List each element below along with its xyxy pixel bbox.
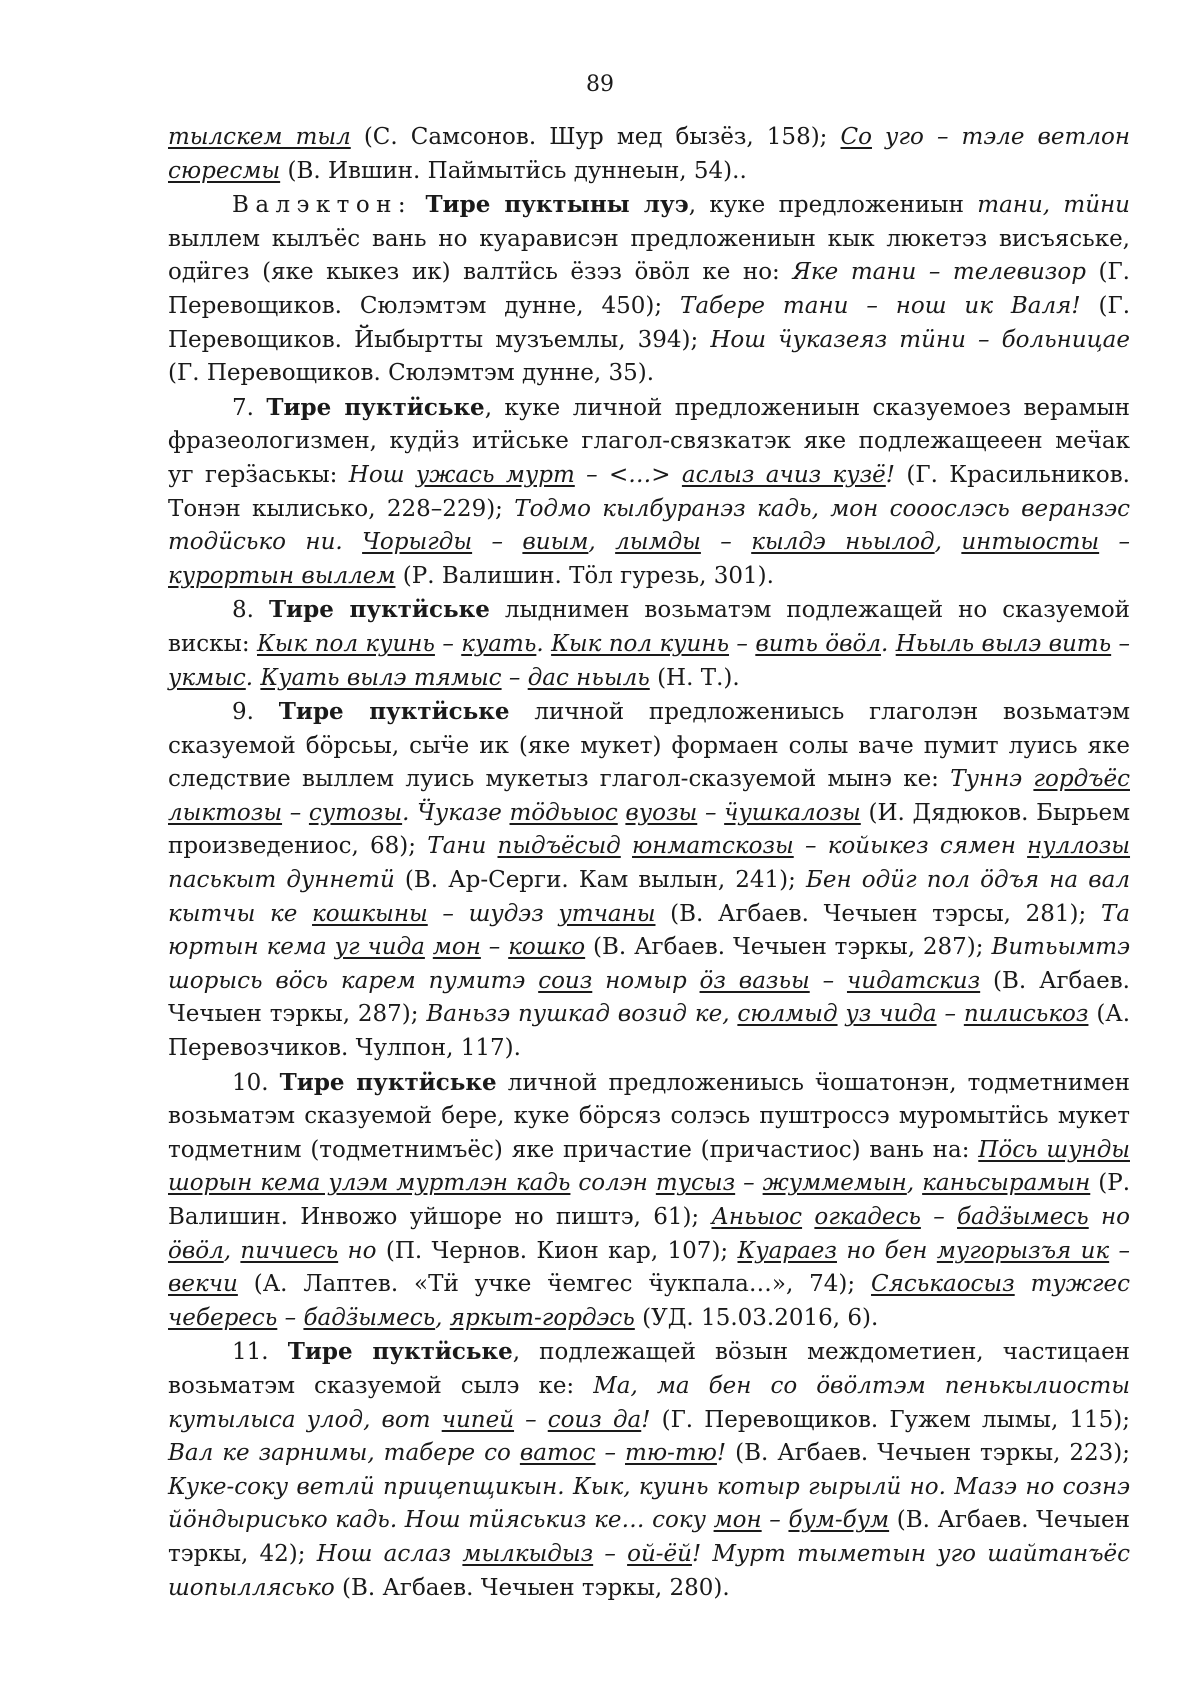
- text-run: !: [641, 1406, 651, 1433]
- text-run: –: [514, 1406, 548, 1433]
- text-run: вить öвöл: [755, 630, 881, 657]
- text-run: 10.: [232, 1069, 280, 1096]
- text-run: (В. Агбаев. Чечыен тэркы, 280).: [334, 1574, 730, 1601]
- text-run: –: [809, 967, 847, 994]
- text-run: –: [1109, 1237, 1131, 1264]
- text-run: [425, 934, 433, 960]
- text-run: Вал ке зарнимы, табере со: [168, 1440, 520, 1467]
- text-run: ой-ёй: [627, 1540, 692, 1567]
- text-run: ,: [223, 1237, 241, 1264]
- text-run: бадӟымесь: [303, 1304, 436, 1331]
- text-run: Нош аслаз: [316, 1540, 463, 1567]
- text-run: но: [1088, 1204, 1131, 1230]
- text-run: Тире пуктӥське: [278, 698, 510, 726]
- text-run: соиз да: [547, 1406, 642, 1433]
- text-run: (В. Агбаев. Чечыен тэркы, 287);: [585, 934, 992, 961]
- text-run: (В. Агбаев. Чечыен тэркы, 223);: [726, 1440, 1130, 1467]
- text-run: Витьымтэ шорысь вöсь карем пумитэ: [168, 934, 1130, 994]
- text-run: –: [729, 630, 756, 657]
- text-run: юнматскозы: [632, 833, 794, 860]
- text-run: [412, 192, 425, 218]
- text-run: –: [501, 664, 528, 691]
- text-run: тусыз: [655, 1170, 736, 1197]
- text-run: 8.: [232, 597, 269, 624]
- text-run: личной предложениысь ӵошатонэн, тодметнимен возьматэм сказуемой бере, куке бöрсяз солэсь пуштроссэ муромытӥсь мукет тодметним (тодметнимъёс) яке причастие (причастиос) вань на:: [168, 1069, 1131, 1163]
- text-run: –: [920, 1204, 958, 1230]
- text-run: –: [697, 799, 725, 826]
- text-run: сутозы: [308, 799, 403, 826]
- text-run: –: [480, 934, 509, 961]
- text-run: Нош: [348, 461, 416, 488]
- text-run: Нош ӵуказеяз тӥни – больницае: [710, 326, 1130, 353]
- text-run: яркыт-гордэсь: [449, 1304, 635, 1331]
- text-run: тани, тӥни: [977, 192, 1130, 219]
- text-run: Тире пуктӥське: [268, 596, 490, 624]
- text-run: кылдэ ньылод: [751, 529, 935, 556]
- text-run: –: [1111, 630, 1131, 657]
- text-run: (В. Ар-Серги. Кам вылын, 241);: [394, 867, 807, 894]
- text-run: Куке-соку ветлӥ прицепщикын. Кык, куинь котыр гырылӥ но. Мазэ но сознэ йöндырисько кадь. Нош тӥяськиз ке… соку: [168, 1473, 1130, 1534]
- text-run: аслыз ачиз кузё: [681, 461, 886, 488]
- text-run: пилиськоз: [963, 1001, 1089, 1028]
- text-run: .: [245, 664, 261, 691]
- text-run: каньсырамын: [922, 1170, 1091, 1197]
- text-run: мугорызъя ик: [936, 1237, 1110, 1264]
- paragraph: [168, 188, 1130, 391]
- text-run: Валэктон:: [232, 192, 413, 219]
- text-run: пичиесь: [240, 1237, 339, 1264]
- body-text: [168, 121, 1130, 1605]
- text-run: !: [691, 1540, 702, 1567]
- text-run: ,: [934, 529, 962, 556]
- text-run: (Г. Перевощиков. Сюлэмтэм дунне, 450);: [168, 259, 1130, 319]
- text-run: –: [282, 799, 309, 826]
- text-run: , куке личной предложениын сказуемоез верамын фразеологизмен, кудӥз итӥське глагол-связкатэк яке подлежащееен меӵак уг герӟаськы:: [168, 394, 1130, 488]
- text-run: Со: [840, 124, 872, 150]
- text-run: , куке предложениын: [688, 192, 978, 219]
- paragraph: [168, 1335, 1130, 1605]
- text-run: (УД. 15.03.2016, 6).: [634, 1304, 879, 1331]
- text-run: Кык пол куинь: [257, 630, 435, 657]
- text-run: . Ӵуказе: [402, 799, 510, 826]
- text-run: сюлмыд: [737, 1001, 838, 1028]
- text-run: ужась мурт: [415, 461, 575, 488]
- text-run: – койыкез сямен: [793, 833, 1028, 860]
- text-run: 9.: [232, 699, 279, 726]
- text-run: мон: [432, 934, 481, 961]
- text-run: выллем кылъёс вань но куарависэн предложениын кык люкетэз висъяське, одӥгез (яке кыкез ик) валтӥсь ёзэз öвöл ке но:: [168, 225, 1130, 286]
- text-run: Тире пуктыны луэ: [425, 191, 689, 219]
- text-run: но: [338, 1237, 377, 1264]
- text-run: Та юртын кема: [168, 900, 1130, 961]
- text-run: (Г. Перевощиков. Йыбыртты музъемлы, 394);: [168, 292, 1131, 353]
- text-run: öвöл: [168, 1237, 224, 1264]
- text-run: пыдъёсыд: [497, 833, 621, 860]
- text-run: –: [936, 1001, 964, 1028]
- text-run: интыосты: [961, 529, 1100, 556]
- text-run: соиз: [538, 967, 593, 994]
- text-run: –: [595, 1440, 626, 1467]
- text-run: курортын выллем: [168, 562, 396, 589]
- text-run: Чорыгды: [362, 529, 473, 556]
- text-run: лымды: [615, 529, 701, 556]
- text-run: 7.: [232, 394, 267, 421]
- text-run: Мурт тыметын уго шайтанъёс шопыллясько: [168, 1540, 1131, 1601]
- text-run: виым: [522, 529, 589, 556]
- text-run: чидатскиз: [846, 967, 981, 994]
- text-run: –: [593, 1540, 628, 1567]
- paragraph: [168, 593, 1130, 695]
- text-run: но бен: [836, 1237, 937, 1264]
- text-run: огкадесь: [814, 1204, 921, 1230]
- text-run: –: [700, 529, 752, 556]
- text-run: бадӟымесь: [957, 1204, 1089, 1230]
- text-run: (Н. Т.).: [649, 664, 740, 691]
- text-run: .: [536, 630, 552, 657]
- paragraph: [168, 121, 1130, 188]
- text-run: Туннэ: [950, 766, 1034, 793]
- text-run: (Р. Валишин. Тöл гурезь, 301).: [395, 562, 774, 589]
- text-run: Ньыль вылэ вить: [895, 630, 1112, 657]
- text-run: [621, 833, 632, 859]
- text-run: ,: [588, 529, 616, 556]
- text-run: (П. Чернов. Кион кар, 107);: [376, 1237, 738, 1264]
- text-run: бум-бум: [788, 1507, 890, 1534]
- text-run: (В. Агбаев. Чечыен тэрcы, 281);: [655, 900, 1101, 927]
- text-run: ,: [906, 1170, 923, 1197]
- text-run: (Г. Перевощиков. Сюлэмтэм дунне, 35).: [168, 360, 655, 387]
- text-run: ӵушкалозы: [724, 799, 861, 826]
- text-run: куать: [461, 630, 537, 657]
- text-run: кошкыны: [312, 900, 428, 927]
- text-run: лыднимен возьматэм подлежащей но сказуемой вискы:: [168, 597, 1130, 657]
- text-run: сюресмы: [168, 157, 281, 184]
- text-run: (Р. Валишин. Инвожо уйшоре но пиштэ, 61);: [168, 1170, 1131, 1230]
- text-run: номыр: [592, 967, 700, 994]
- text-run: вуозы: [625, 799, 698, 826]
- paragraph: [168, 391, 1130, 594]
- text-run: –: [735, 1170, 763, 1197]
- text-run: Тире пуктӥське: [287, 1338, 513, 1366]
- text-run: Бен одӥг пол öдъя на вал кытчы ке: [168, 867, 1130, 927]
- text-run: гордъёс: [1033, 766, 1130, 793]
- text-run: укмыс: [168, 664, 246, 691]
- text-run: тю-тю: [625, 1440, 717, 1467]
- text-run: мылкыдыз: [462, 1540, 594, 1567]
- text-run: , подлежащей вöзын междометиен, частицаен возьматэм сказуемой сылэ ке:: [168, 1339, 1131, 1399]
- text-run: (И. Дядюков. Бырьем произведениос, 68);: [168, 799, 1131, 860]
- text-run: уго – тэле ветлон: [871, 124, 1130, 150]
- paragraph: [168, 695, 1130, 1066]
- text-run: Ма, ма бен со öвöлтэм пенькылиосты кутылыса улод, вот: [168, 1372, 1131, 1433]
- text-run: (В. Агбаев. Чечыен тэркы, 287);: [168, 967, 1130, 1028]
- text-run: лыктозы: [168, 799, 283, 826]
- text-run: (А. Перевозчиков. Чулпон, 117).: [168, 1001, 1131, 1062]
- text-run: !: [885, 461, 896, 488]
- text-run: паськыт дуннетӥ: [168, 867, 395, 894]
- text-run: Тире пуктӥське: [279, 1068, 497, 1096]
- text-run: нуллозы: [1027, 833, 1131, 860]
- text-run: (С. Самсонов. Шур мед бызёз, 158);: [350, 124, 841, 150]
- text-run: Тодмо кылбуранэз кадь, мон сооослэсь веранзэс тодӥсько ни.: [168, 495, 1130, 556]
- text-run: тужгес: [1014, 1271, 1130, 1298]
- text-run: тöдьыос: [509, 799, 618, 826]
- text-run: Кык пол куинь: [551, 630, 730, 657]
- text-run: уз чида: [845, 1001, 937, 1028]
- text-run: (Г. Красильников. Тонэн кылисько, 228–229);: [168, 461, 1130, 522]
- text-run: öз вазьы: [699, 967, 810, 994]
- text-run: жуммемын: [762, 1170, 907, 1197]
- text-run: –: [761, 1507, 789, 1534]
- text-run: ,: [435, 1304, 450, 1331]
- text-run: векчи: [168, 1271, 238, 1298]
- paragraph: [168, 1066, 1130, 1336]
- page-number: 89: [586, 72, 614, 97]
- text-run: (А. Лаптев. «Тӥ учке ӵемгес ӵукпала…», 74);: [237, 1271, 872, 1298]
- text-run: мон: [713, 1507, 762, 1534]
- text-run: ватос: [519, 1440, 596, 1467]
- text-run: 11.: [232, 1339, 288, 1366]
- text-run: (В. Агбаев. Чечыен тэркы, 42);: [168, 1507, 1130, 1567]
- text-run: Куараез: [737, 1237, 837, 1264]
- text-run: (В. Ившин. Паймытӥсь дуннеын, 54)..: [280, 157, 747, 184]
- text-run: солэн: [570, 1170, 656, 1197]
- text-run: –: [472, 529, 523, 556]
- text-run: Пöсь шунды шорын кема улэм муртлэн кадь: [168, 1136, 1130, 1197]
- text-run: чипей: [441, 1406, 515, 1433]
- text-run: – <…>: [574, 461, 682, 488]
- text-run: дас ньыль: [527, 664, 650, 691]
- text-run: –: [434, 630, 462, 657]
- text-run: (Г. Перевощиков. Гужем лымы, 115);: [650, 1406, 1131, 1433]
- text-run: уг чида: [334, 934, 425, 961]
- text-run: личной предложениысь глаголэн возьматэм сказуемой бöрсьы, сыӵе ик (яке мукет) формаен солы ваче пумит луись яке следствие выллем луись мукетыз глагол-сказуемой мынэ ке:: [168, 699, 1131, 793]
- text-run: Сяськаосыз: [871, 1271, 1015, 1298]
- text-run: – шудэз: [427, 900, 559, 927]
- text-run: Аньыос: [711, 1204, 803, 1230]
- text-run: чебересь: [168, 1304, 278, 1331]
- text-run: Яке тани – телевизор: [792, 259, 1086, 286]
- text-run: –: [1099, 529, 1131, 556]
- text-run: Табере тани – нош ик Валя!: [680, 292, 1081, 319]
- text-run: кошко: [508, 934, 586, 961]
- text-run: Тани: [427, 833, 498, 860]
- text-run: утчаны: [558, 900, 656, 927]
- text-run: Куать вылэ тямыс: [260, 664, 502, 691]
- text-run: Ваньзэ пушкад возид ке,: [426, 1001, 738, 1028]
- text-run: –: [277, 1304, 304, 1331]
- text-run: [802, 1204, 814, 1230]
- text-run: .: [880, 630, 896, 657]
- text-run: тылскем тыл: [168, 124, 351, 150]
- text-run: !: [716, 1440, 727, 1467]
- text-run: Тире пуктӥське: [266, 393, 485, 421]
